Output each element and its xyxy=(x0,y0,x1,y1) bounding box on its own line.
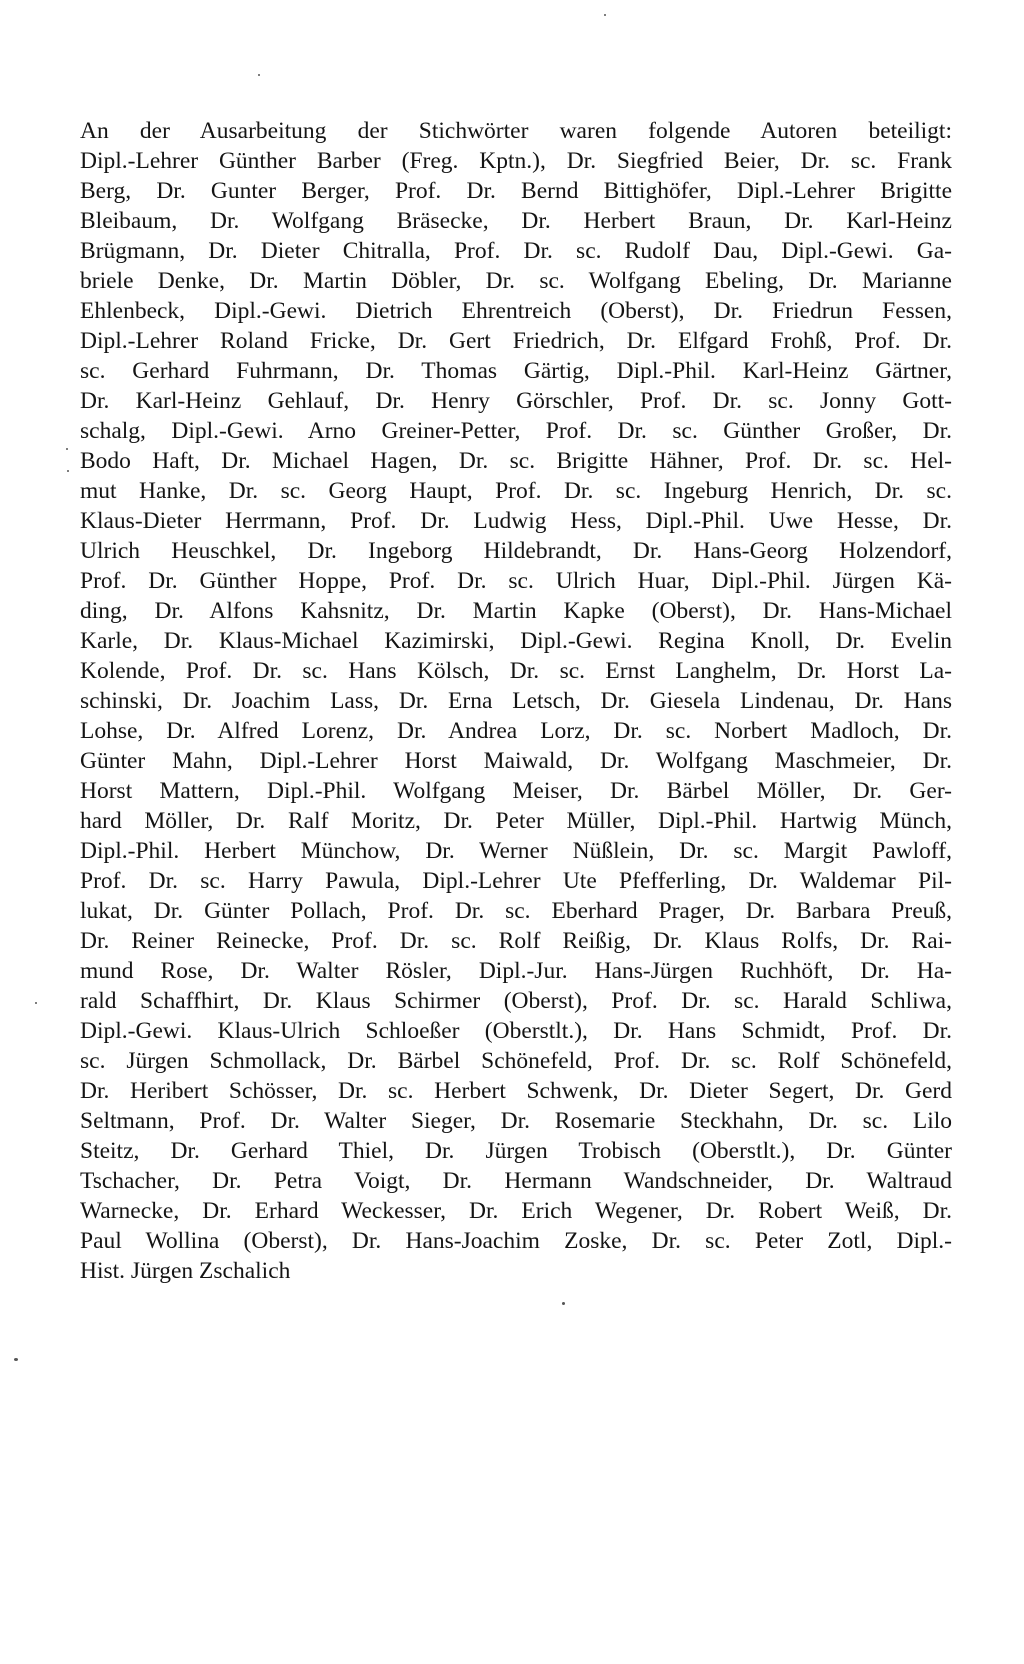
text-line: Bodo Haft, Dr. Michael Hagen, Dr. sc. Brigitte Hähner, Prof. Dr. sc. Hel- xyxy=(80,448,952,474)
scan-speck xyxy=(66,448,68,450)
text-line: Dipl.-Gewi. Klaus-Ulrich Schloeßer (Oberstlt.), Dr. Hans Schmidt, Prof. Dr. xyxy=(80,1018,952,1044)
text-line: Kolende, Prof. Dr. sc. Hans Kölsch, Dr. sc. Ernst Langhelm, Dr. Horst La- xyxy=(80,658,952,684)
text-line: Bleibaum, Dr. Wolfgang Bräsecke, Dr. Herbert Braun, Dr. Karl-Heinz xyxy=(80,208,952,234)
text-line: schalg, Dipl.-Gewi. Arno Greiner-Petter, Prof. Dr. sc. Günther Großer, Dr. xyxy=(80,418,952,444)
text-line: mund Rose, Dr. Walter Rösler, Dipl.-Jur. Hans-Jürgen Ruchhöft, Dr. Ha- xyxy=(80,958,952,984)
text-line: Dr. Reiner Reinecke, Prof. Dr. sc. Rolf Reißig, Dr. Klaus Rolfs, Dr. Rai- xyxy=(80,928,952,954)
text-line: Ulrich Heuschkel, Dr. Ingeborg Hildebrandt, Dr. Hans-Georg Holzendorf, xyxy=(80,538,952,564)
text-line: Brügmann, Dr. Dieter Chitralla, Prof. Dr. sc. Rudolf Dau, Dipl.-Gewi. Ga- xyxy=(80,238,952,264)
text-line: sc. Jürgen Schmollack, Dr. Bärbel Schönefeld, Prof. Dr. sc. Rolf Schönefeld, xyxy=(80,1048,952,1074)
text-line: sc. Gerhard Fuhrmann, Dr. Thomas Gärtig, Dipl.-Phil. Karl-Heinz Gärtner, xyxy=(80,358,952,384)
text-line: Ehlenbeck, Dipl.-Gewi. Dietrich Ehrentreich (Oberst), Dr. Friedrun Fessen, xyxy=(80,298,952,324)
text-line: Klaus-Dieter Herrmann, Prof. Dr. Ludwig Hess, Dipl.-Phil. Uwe Hesse, Dr. xyxy=(80,508,952,534)
text-line: Dr. Heribert Schösser, Dr. sc. Herbert Schwenk, Dr. Dieter Segert, Dr. Gerd xyxy=(80,1078,952,1104)
text-line: Berg, Dr. Gunter Berger, Prof. Dr. Bernd Bittighöfer, Dipl.-Lehrer Brigitte xyxy=(80,178,952,204)
scan-speck xyxy=(562,1302,565,1305)
scan-speck xyxy=(604,14,606,16)
text-line: Tschacher, Dr. Petra Voigt, Dr. Hermann Wandschneider, Dr. Waltraud xyxy=(80,1168,952,1194)
scan-speck xyxy=(258,74,260,76)
text-line: lukat, Dr. Günter Pollach, Prof. Dr. sc. Eberhard Prager, Dr. Barbara Preuß, xyxy=(80,898,952,924)
text-line: Dr. Karl-Heinz Gehlauf, Dr. Henry Görschler, Prof. Dr. sc. Jonny Gott- xyxy=(80,388,952,414)
text-line: Paul Wollina (Oberst), Dr. Hans-Joachim Zoske, Dr. sc. Peter Zotl, Dipl.- xyxy=(80,1228,952,1254)
scan-speck xyxy=(14,1358,18,1361)
text-line: Lohse, Dr. Alfred Lorenz, Dr. Andrea Lorz, Dr. sc. Norbert Madloch, Dr. xyxy=(80,718,952,744)
text-line: ding, Dr. Alfons Kahsnitz, Dr. Martin Kapke (Oberst), Dr. Hans-Michael xyxy=(80,598,952,624)
text-line: Steitz, Dr. Gerhard Thiel, Dr. Jürgen Trobisch (Oberstlt.), Dr. Günter xyxy=(80,1138,952,1164)
text-line: Hist. Jürgen Zschalich xyxy=(80,1258,291,1284)
text-line: Günter Mahn, Dipl.-Lehrer Horst Maiwald, Dr. Wolfgang Maschmeier, Dr. xyxy=(80,748,952,774)
text-line: Seltmann, Prof. Dr. Walter Sieger, Dr. Rosemarie Steckhahn, Dr. sc. Lilo xyxy=(80,1108,952,1134)
text-line: schinski, Dr. Joachim Lass, Dr. Erna Letsch, Dr. Giesela Lindenau, Dr. Hans xyxy=(80,688,952,714)
scan-speck xyxy=(35,1002,37,1004)
text-line: mut Hanke, Dr. sc. Georg Haupt, Prof. Dr. sc. Ingeburg Henrich, Dr. sc. xyxy=(80,478,952,504)
text-line: Horst Mattern, Dipl.-Phil. Wolfgang Meiser, Dr. Bärbel Möller, Dr. Ger- xyxy=(80,778,952,804)
text-line: Dipl.-Lehrer Günther Barber (Freg. Kptn.), Dr. Siegfried Beier, Dr. sc. Frank xyxy=(80,148,952,174)
text-line: hard Möller, Dr. Ralf Moritz, Dr. Peter Müller, Dipl.-Phil. Hartwig Münch, xyxy=(80,808,952,834)
text-line: Warnecke, Dr. Erhard Weckesser, Dr. Erich Wegener, Dr. Robert Weiß, Dr. xyxy=(80,1198,952,1224)
text-line: Prof. Dr. Günther Hoppe, Prof. Dr. sc. Ulrich Huar, Dipl.-Phil. Jürgen Kä- xyxy=(80,568,952,594)
author-list-paragraph xyxy=(80,116,952,1286)
text-line: Dipl.-Phil. Herbert Münchow, Dr. Werner Nüßlein, Dr. sc. Margit Pawloff, xyxy=(80,838,952,864)
text-line: rald Schaffhirt, Dr. Klaus Schirmer (Oberst), Prof. Dr. sc. Harald Schliwa, xyxy=(80,988,952,1014)
text-line: briele Denke, Dr. Martin Döbler, Dr. sc. Wolfgang Ebeling, Dr. Marianne xyxy=(80,268,952,294)
scan-speck xyxy=(67,470,69,472)
text-line: Karle, Dr. Klaus-Michael Kazimirski, Dipl.-Gewi. Regina Knoll, Dr. Evelin xyxy=(80,628,952,654)
text-line: Dipl.-Lehrer Roland Fricke, Dr. Gert Friedrich, Dr. Elfgard Frohß, Prof. Dr. xyxy=(80,328,952,354)
text-line: Prof. Dr. sc. Harry Pawula, Dipl.-Lehrer Ute Pfefferling, Dr. Waldemar Pil- xyxy=(80,868,952,894)
text-line: An der Ausarbeitung der Stichwörter waren folgende Autoren beteiligt: xyxy=(80,118,952,144)
